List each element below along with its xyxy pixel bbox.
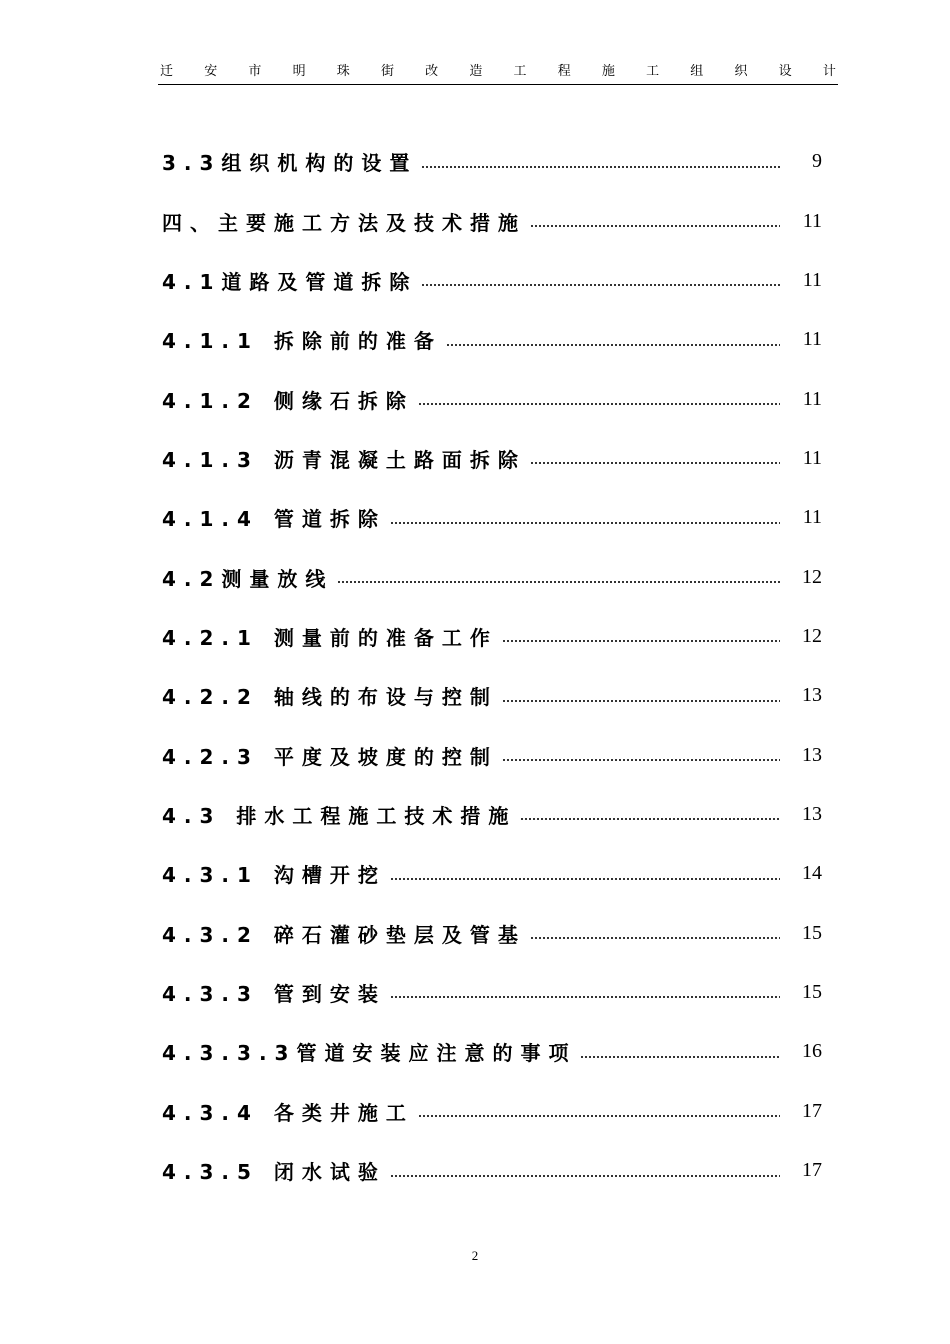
toc-entry-page: 11 — [802, 446, 822, 469]
header-char: 组 — [690, 64, 704, 79]
header-char: 珠 — [336, 64, 350, 79]
toc-entry-page: 14 — [802, 862, 822, 885]
dot-leader — [502, 759, 780, 761]
header-char: 计 — [822, 64, 836, 79]
header-char: 织 — [734, 64, 748, 79]
toc-entry-page: 11 — [802, 268, 822, 291]
page-header — [158, 64, 838, 85]
toc-entry-page: 16 — [802, 1040, 822, 1063]
toc-entry[interactable] — [162, 1022, 824, 1081]
toc-entry-page: 11 — [802, 328, 822, 351]
dot-leader — [502, 640, 780, 642]
toc-entry[interactable] — [162, 607, 824, 666]
toc-entry-title: 4.1.2 侧缘石拆除 — [162, 388, 414, 413]
dot-leader — [530, 937, 780, 939]
header-char: 程 — [557, 64, 571, 79]
dot-leader — [530, 225, 780, 227]
toc-entry[interactable] — [162, 132, 824, 191]
toc-entry-title: 3.3组织机构的设置 — [162, 151, 418, 176]
toc-entry[interactable] — [162, 903, 824, 962]
toc-entry[interactable] — [162, 251, 824, 310]
toc-entry-title: 四、主要施工方法及技术措施 — [162, 210, 526, 235]
toc-entry-page: 12 — [802, 565, 822, 588]
header-char: 明 — [292, 64, 306, 79]
dot-leader — [418, 1115, 780, 1117]
toc-entry-title: 4.3.5 闭水试验 — [162, 1160, 386, 1185]
toc-entry-page: 17 — [802, 1159, 822, 1182]
toc-entry[interactable] — [162, 785, 824, 844]
toc-entry-title: 4.3.3.3管道安装应注意的事项 — [162, 1041, 577, 1066]
header-char: 造 — [469, 64, 483, 79]
header-char: 施 — [601, 64, 615, 79]
dot-leader — [421, 166, 780, 168]
toc-entry-page: 13 — [802, 743, 822, 766]
toc-entry-title: 4.3 排水工程施工技术措施 — [162, 803, 517, 828]
header-char: 设 — [778, 64, 792, 79]
dot-leader — [580, 1056, 780, 1058]
toc-entry-page: 13 — [802, 684, 822, 707]
toc-entry-page: 13 — [802, 802, 822, 825]
dot-leader — [390, 522, 780, 524]
dot-leader — [421, 284, 780, 286]
toc-entry-title: 4.3.4 各类井施工 — [162, 1100, 414, 1125]
toc-entry[interactable] — [162, 1082, 824, 1141]
toc-entry[interactable] — [162, 488, 824, 547]
toc-entry-title: 4.2.2 轴线的布设与控制 — [162, 685, 498, 710]
header-char: 改 — [425, 64, 439, 79]
header-char: 市 — [248, 64, 262, 79]
header-char: 街 — [380, 64, 394, 79]
toc-entry[interactable] — [162, 844, 824, 903]
toc-entry-title: 4.1.3 沥青混凝土路面拆除 — [162, 447, 526, 472]
toc-entry-page: 15 — [802, 921, 822, 944]
toc-entry-title: 4.1.1 拆除前的准备 — [162, 329, 442, 354]
toc-entry-page: 11 — [802, 209, 822, 232]
toc-entry-page: 17 — [802, 1099, 822, 1122]
page-number: 2 — [471, 1248, 479, 1263]
dot-leader — [390, 996, 780, 998]
toc-entry-page: 15 — [802, 980, 822, 1003]
header-char: 安 — [204, 64, 218, 79]
toc-entry-title: 4.2.1 测量前的准备工作 — [162, 625, 498, 650]
dot-leader — [337, 581, 780, 583]
toc-entry-title: 4.3.3 管到安装 — [162, 981, 386, 1006]
toc-entry[interactable] — [162, 429, 824, 488]
toc-entry-title: 4.1.4 管道拆除 — [162, 507, 386, 532]
table-of-contents — [162, 132, 824, 1200]
toc-entry[interactable] — [162, 547, 824, 606]
toc-entry-page: 11 — [802, 506, 822, 529]
dot-leader — [530, 462, 780, 464]
toc-entry-title: 4.1道路及管道拆除 — [162, 269, 418, 294]
toc-entry-title: 4.3.1 沟槽开挖 — [162, 863, 386, 888]
toc-entry[interactable] — [162, 963, 824, 1022]
toc-entry-page: 12 — [802, 624, 822, 647]
dot-leader — [446, 344, 780, 346]
header-char: 迁 — [160, 64, 174, 79]
header-char: 工 — [646, 64, 660, 79]
toc-entry-title: 4.3.2 碎石灌砂垫层及管基 — [162, 922, 526, 947]
header-char: 工 — [513, 64, 527, 79]
toc-entry-page: 9 — [812, 150, 822, 173]
toc-entry-page: 11 — [802, 387, 822, 410]
dot-leader — [502, 700, 780, 702]
toc-entry[interactable] — [162, 725, 824, 784]
dot-leader — [390, 878, 780, 880]
header-title — [158, 64, 838, 80]
toc-entry[interactable] — [162, 191, 824, 250]
dot-leader — [418, 403, 780, 405]
toc-entry[interactable] — [162, 310, 824, 369]
dot-leader — [520, 818, 780, 820]
toc-entry-title: 4.2.3 平度及坡度的控制 — [162, 744, 498, 769]
toc-entry-title: 4.2测量放线 — [162, 566, 334, 591]
toc-entry[interactable] — [162, 369, 824, 428]
toc-entry[interactable] — [162, 1141, 824, 1200]
dot-leader — [390, 1175, 780, 1177]
toc-entry[interactable] — [162, 666, 824, 725]
